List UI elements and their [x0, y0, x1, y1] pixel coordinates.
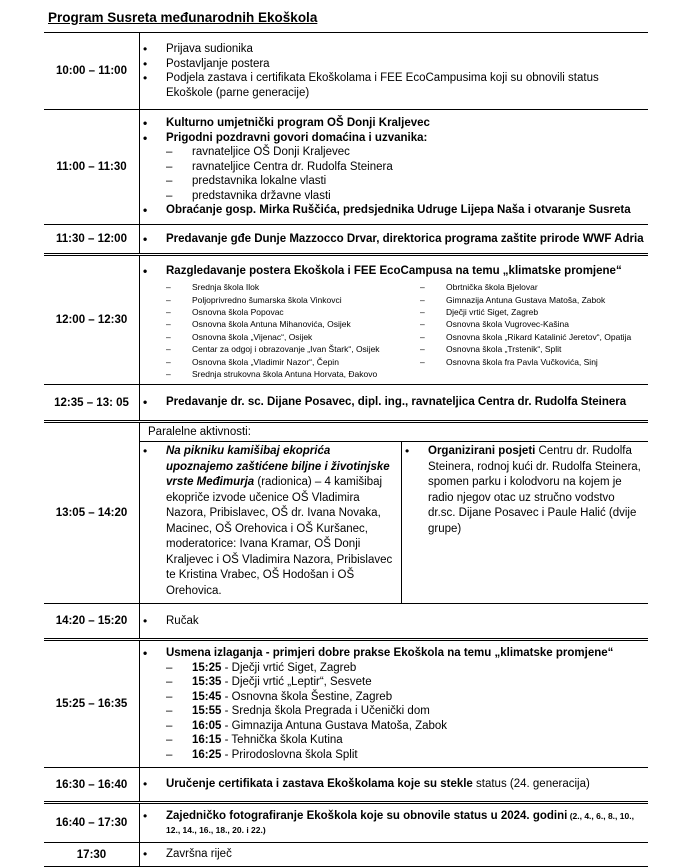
sub-item: – predstavnika državne vlasti [140, 189, 648, 204]
program-table [44, 32, 648, 867]
sub-item: – predstavnika lokalne vlasti [140, 174, 648, 189]
list-item: • Uručenje certifikata i zastava Ekoškolama koje su stekle status (24. generacija) [140, 777, 648, 792]
poster-item: – Osnovna škola „Vladimir Nazor“, Čepin [140, 356, 394, 368]
list-item: • Prijava sudionika [140, 42, 648, 57]
talk-item: – 16:15 - Tehnička škola Kutina [140, 733, 648, 748]
poster-item: – Centar za odgoj i obrazovanje „Ivan Štark“, Osijek [140, 343, 394, 355]
poster-item: – Osnovna škola Vugrovec-Kašina [394, 318, 648, 330]
talk-item: – 16:25 - Prirodoslovna škola Split [140, 748, 648, 763]
table-row [44, 604, 648, 640]
list-item: • Obraćanje gosp. Mirka Ruščića, predsjednika Udruge Lijepa Naša i otvaranje Susreta [140, 203, 648, 218]
poster-item: – Osnovna škola „Rikard Katalinić Jeretov“, Opatija [394, 331, 648, 343]
poster-item: – Poljoprivredno šumarska škola Vinkovci [140, 294, 394, 306]
page-title: Program Susreta međunarodnih Ekoškola [48, 10, 318, 25]
time-cell: 11:30 – 12:00 [44, 225, 140, 255]
poster-item: – Osnovna škola Popovac [140, 306, 394, 318]
time-cell: 15:25 – 16:35 [44, 640, 140, 768]
talk-item: – 15:35 - Dječji vrtić „Leptir“, Sesvete [140, 675, 648, 690]
parallel-heading: Paralelne aktivnosti: [148, 426, 251, 438]
poster-item: – Osnovna škola „Vijenac“, Osijek [140, 331, 394, 343]
time-cell: 12:35 – 13: 05 [44, 385, 140, 422]
table-row [44, 33, 648, 110]
time-cell: 14:20 – 15:20 [44, 604, 140, 640]
time-cell: 13:05 – 14:20 [44, 422, 140, 604]
visit-text: Centru dr. Rudolfa Steinera, rodnoj kući dr. Rudolfa Steinera, spomen parku i kolodvoru na kojem je radio njegov otac uz stručno vodstvo dr.sc. Dijane Posavec i Paule Halić (dvije grupe) [428, 445, 641, 535]
workshop-text: (radionica) – 4 kamišibaj ekopriče izvode učenice OŠ Vladimira Nazora, Pribislavec, OŠ dr. Ivana Novaka, Macinec, OŠ Orehovica i OŠ Kuršanec, moderatorice: Ivana Kramar, OŠ Donji Kraljevec i OŠ Vladimira Nazora, Pribislavec te Kristina Vrabec, OŠ Hodošan i OŠ Orehovica. [166, 476, 393, 597]
talk-item: – 16:05 - Gimnazija Antuna Gustava Matoša, Zabok [140, 719, 648, 734]
poster-item: – Osnovna škola Antuna Mihanovića, Osijek [140, 318, 394, 330]
table-row [44, 843, 648, 867]
poster-item: – Dječji vrtić Siget, Zagreb [394, 306, 648, 318]
table-row [44, 422, 648, 604]
poster-item: – Gimnazija Antuna Gustava Matoša, Zabok [394, 294, 648, 306]
time-cell: 10:00 – 11:00 [44, 33, 140, 110]
table-row [44, 255, 648, 385]
visit-title: Organizirani posjeti [428, 445, 536, 457]
list-item [140, 131, 648, 204]
poster-item: – Obrtnička škola Bjelovar [394, 281, 648, 293]
list-item: • Završna riječ [140, 847, 648, 862]
talk-item: – 15:25 - Dječji vrtić Siget, Zagreb [140, 661, 648, 676]
time-cell: 16:40 – 17:30 [44, 803, 140, 843]
table-row [44, 803, 648, 843]
poster-item: – Srednja škola Ilok [140, 281, 394, 293]
time-cell: 12:00 – 12:30 [44, 255, 140, 385]
sub-item: – ravnateljice Centra dr. Rudolfa Steinera [140, 160, 648, 175]
list-item: • Postavljanje postera [140, 57, 648, 72]
time-cell: 16:30 – 16:40 [44, 768, 140, 803]
table-row [44, 768, 648, 803]
table-row [44, 110, 648, 225]
talk-item: – 15:45 - Osnovna škola Šestine, Zagreb [140, 690, 648, 705]
poster-item: – Srednja strukovna škola Antuna Horvata, Đakovo [140, 368, 394, 380]
poster-item: – Osnovna škola „Trstenik“, Split [394, 343, 648, 355]
list-item: • Predavanje dr. sc. Dijane Posavec, dipl. ing., ravnateljica Centra dr. Rudolfa Steinera [140, 395, 648, 410]
time-cell: 17:30 [44, 843, 140, 867]
list-item: • Razgledavanje postera Ekoškola i FEE EcoCampusa na temu „klimatske promjene“ [140, 264, 648, 279]
table-row [44, 640, 648, 768]
talk-list [140, 661, 648, 763]
table-row [44, 385, 648, 422]
list-item [140, 444, 397, 599]
poster-list-left [140, 281, 394, 380]
list-item [402, 444, 644, 537]
list-item: • Usmena izlaganja - primjeri dobre prakse Ekoškola na temu „klimatske promjene“ [140, 646, 648, 661]
poster-list-right [394, 281, 648, 380]
talk-item: – 15:55 - Srednja škola Pregrada i Učenički dom [140, 704, 648, 719]
list-item: • Kulturno umjetnički program OŠ Donji Kraljevec [140, 116, 648, 131]
poster-item: – Osnovna škola fra Pavla Vučkovića, Sinj [394, 356, 648, 368]
sub-item: – ravnateljice OŠ Donji Kraljevec [140, 145, 648, 160]
workshop-title: Na pikniku kamišibaj ekoprića upoznajemo zaštićene biljne i životinjske vrste Međimurja [166, 445, 390, 488]
table-row [44, 225, 648, 255]
list-item: • Ručak [140, 614, 648, 629]
time-cell: 11:00 – 11:30 [44, 110, 140, 225]
list-item: • Predavanje gđe Dunje Mazzocco Drvar, direktorica programa zaštite prirode WWF Adria [140, 232, 648, 247]
list-item-label: Prigodni pozdravni govori domaćina i uzvanika: [166, 131, 428, 144]
list-item: • Zajedničko fotografiranje Ekoškola koje su obnovile status u 2024. godini (2., 4., 6., 8., 10., 12., 14., 16., 18., 20. i 22.) [140, 809, 648, 838]
list-item: • Podjela zastava i certifikata Ekoškolama i FEE EcoCampusima koji su obnovili status Ekoškole (parne generacije) [140, 71, 648, 100]
